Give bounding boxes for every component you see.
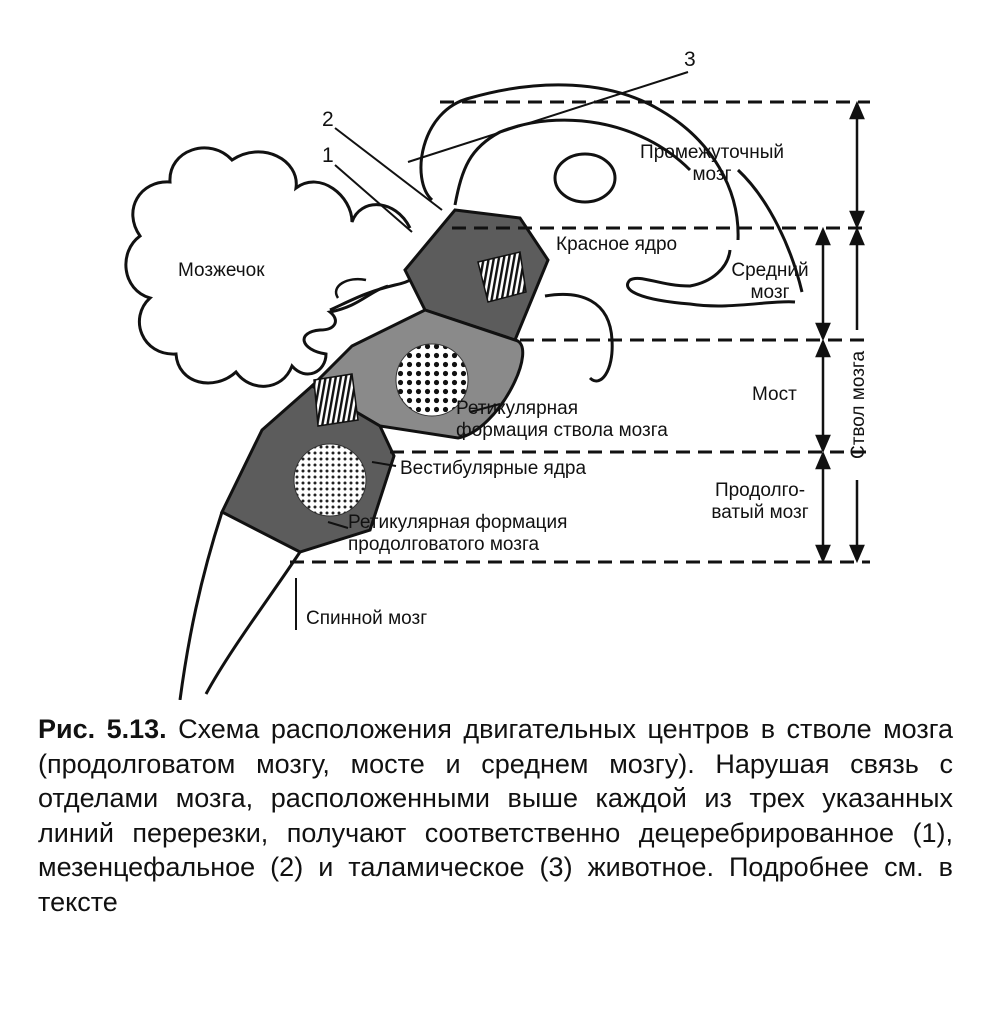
- thalamus-ellipse: [555, 154, 615, 202]
- cut-number-1: 1: [322, 144, 334, 167]
- label-spinal-cord: Спинной мозг: [306, 608, 428, 629]
- label-vestibular-nuclei: Вестибулярные ядра: [400, 458, 587, 479]
- pons-outline: [545, 294, 612, 381]
- spinal-cord-line: [206, 552, 300, 694]
- figure-caption: [38, 712, 953, 919]
- label-brainstem: Ствол мозга: [848, 350, 869, 460]
- figure-number: Рис. 5.13.: [38, 714, 167, 744]
- label-pons: Мост: [752, 384, 797, 405]
- label-diencephalon: Промежуточный мозг: [640, 142, 784, 185]
- medulla-reticular-mark: [294, 444, 366, 516]
- label-cerebellum: Мозжечок: [178, 260, 265, 281]
- cut-number-3: 3: [684, 48, 696, 71]
- label-red-nucleus: Красное ядро: [556, 234, 678, 255]
- cut-line-1: [335, 165, 412, 232]
- label-medulla: Продолго-ватый мозг: [711, 480, 809, 523]
- dimension-arrows: [817, 104, 863, 560]
- cut-number-2: 2: [322, 108, 334, 131]
- label-midbrain: Средний мозг: [731, 260, 809, 303]
- label-reticular-stem: Ретикулярная формация ствола мозга: [456, 398, 668, 441]
- caption-text: Схема расположения двигательных центров в стволе мозга (продолговатом мозгу, мосте и среднем мозгу). Нарушая связь с отделами мозга, расположенными выше каждой из трех указанных линий перерезки, получают соответственно децеребрированное (1), мезенцефальное (2) и таламическое (3) животное. Подробнее см. в тексте: [38, 714, 954, 917]
- vestibular-nuclei-mark: [314, 374, 358, 426]
- label-reticular-medulla: Ретикулярная формация продолговатого мозга: [348, 512, 568, 555]
- spinal-cord-line: [180, 512, 222, 700]
